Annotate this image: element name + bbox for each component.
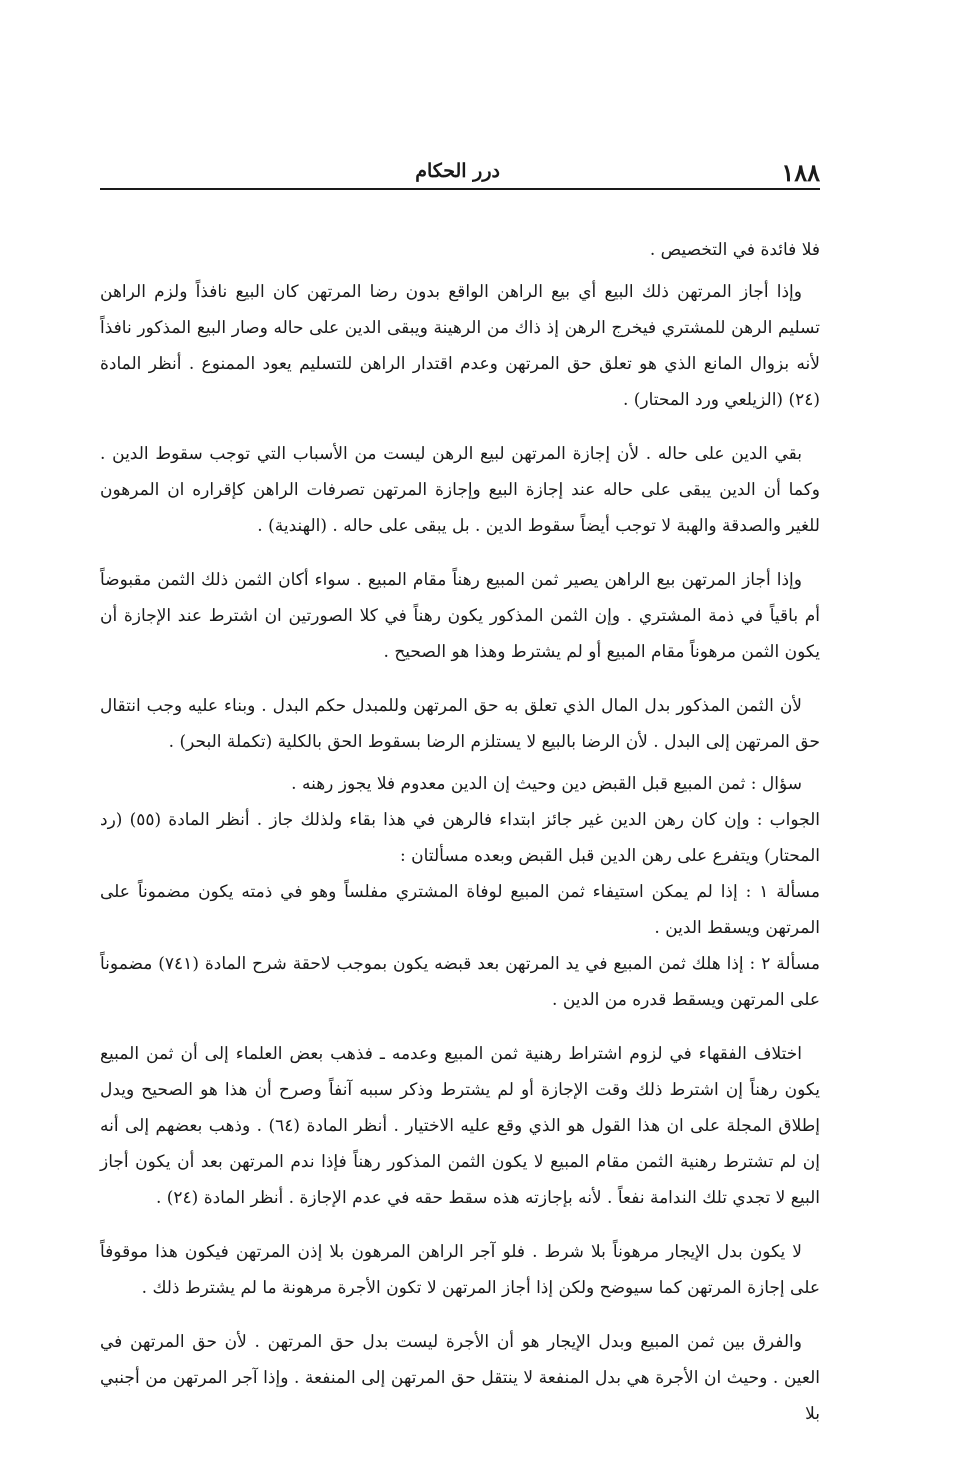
- question-paragraph: سؤال : ثمن المبيع قبل القبض دين وحيث إن الدين معدوم فلا يجوز رهنه .: [291, 774, 802, 794]
- page-body: [100, 232, 820, 1432]
- paragraph-2: وإذا أجاز المرتهن ذلك البيع أي بيع الراهن الواقع بدون رضا المرتهن كان البيع نافذاً ولزم الراهن تسليم الرهن للمشتري فيخرج الرهن إذ ذاك من الرهينة ويبقى الدين على حاله وصار البيع المذكور نافذاً لأنه بزوال المانع الذي هو تعلق حق المرتهن وعدم اقتدار الراهن للتسليم يعود الممنوع . أنظر المادة (٢٤) (الزيلعي ورد المحتار) .: [100, 282, 820, 410]
- running-title: درر الحكام: [415, 160, 500, 182]
- paragraph-difference: والفرق بين ثمن المبيع وبدل الإيجار هو أن الأجرة ليست بدل حق المرتهن . لأن حق المرتهن في العين . وحيث ان الأجرة هي بدل المنفعة لا ينتقل حق المرتهن إلى المنفعة . وإذا آجر المرتهن من أجنبي بلا: [100, 1332, 820, 1424]
- paragraph-4: وإذا أجاز المرتهن بيع الراهن يصير ثمن المبيع رهناً مقام المبيع . سواء أكان الثمن ذلك الثمن مقبوضاً أم باقياً في ذمة المشتري . وإن الثمن المذكور يكون رهناً في كلا الصورتين ان اشترط عند الإجازة أن يكون الثمن مرهوناً مقام المبيع أو لم يشترط وهذا هو الصحيح .: [100, 570, 820, 662]
- paragraph-3: بقي الدين على حاله . لأن إجازة المرتهن لبيع الرهن ليست من الأسباب التي توجب سقوط الدين . وكما أن الدين يبقى على حاله عند إجازة البيع وإجازة المرتهن تصرفات الراهن كإقراره ان المرهون للغير والصدقة والهبة لا توجب أيضاً سقوط الدين . بل يبقى على حاله . (الهندية) .: [100, 444, 820, 536]
- paragraph-5: لأن الثمن المذكور بدل المال الذي تعلق به حق المرتهن وللمبدل حكم البدل . وبناء عليه وجب انتقال حق المرتهن إلى البدل . لأن الرضا بالبيع لا يستلزم الرضا بسقوط الحق بالكلية (تكملة البحر) .: [100, 696, 820, 752]
- issue-2-paragraph: مسألة ٢ : إذا هلك ثمن المبيع في يد المرتهن بعد قبضه يكون بموجب لاحقة شرح المادة (٧٤١) مضموناً على المرتهن ويسقط قدره من الدين .: [100, 954, 821, 1010]
- paragraph-jurists-dispute: اختلاف الفقهاء في لزوم اشتراط رهنية ثمن المبيع وعدمه ـ فذهب بعض العلماء إلى أن ثمن المبيع يكون رهناً إن اشترط ذلك وقت الإجازة أو لم يشترط وذكر سببه آنفاً وصرح أن هذا هو الصحيح ويدل إطلاق المجلة على ان هذا القول هو الذي وقع عليه الاختيار . أنظر المادة (٦٤) . وذهب بعضهم إلى أنه إن لم تشترط رهنية الثمن مقام المبيع لا يكون الثمن المذكور رهناً فإذا ندم المرتهن بعد أن يكون أجاز البيع لا تجدي تلك الندامة نفعاً . لأنه بإجازته هذه سقط حقه في عدم الإجازة . أنظر المادة (٢٤) .: [100, 1044, 820, 1208]
- page-header: [100, 158, 820, 188]
- paragraph-rent: لا يكون بدل الإيجار مرهوناً بلا شرط . فلو آجر الراهن المرهون بلا إذن المرتهن فيكون هذا موقوفاً على إجازة المرتهن كما سيوضح ولكن إذا أجاز المرتهن لا تكون الأجرة مرهونة ما لم يشترط ذلك .: [100, 1242, 820, 1298]
- page-number: ١٨٨: [781, 158, 820, 187]
- answer-paragraph: الجواب : وإن كان رهن الدين غير جائز ابتداء فالرهن في هذا بقاء ولذلك جاز . أنظر المادة (٥٥) (رد المحتار) ويتفرع على رهن الدين قبل القبض وبعده مسألتان :: [100, 810, 820, 866]
- paragraph-1: فلا فائدة في التخصيص .: [649, 240, 820, 260]
- header-divider: [100, 188, 820, 190]
- issue-1-paragraph: مسألة ١ : إذا لم يمكن استيفاء ثمن المبيع لوفاة المشتري مفلساً وهو في ذمته يكون مضموناً على المرتهن ويسقط الدين .: [100, 882, 821, 938]
